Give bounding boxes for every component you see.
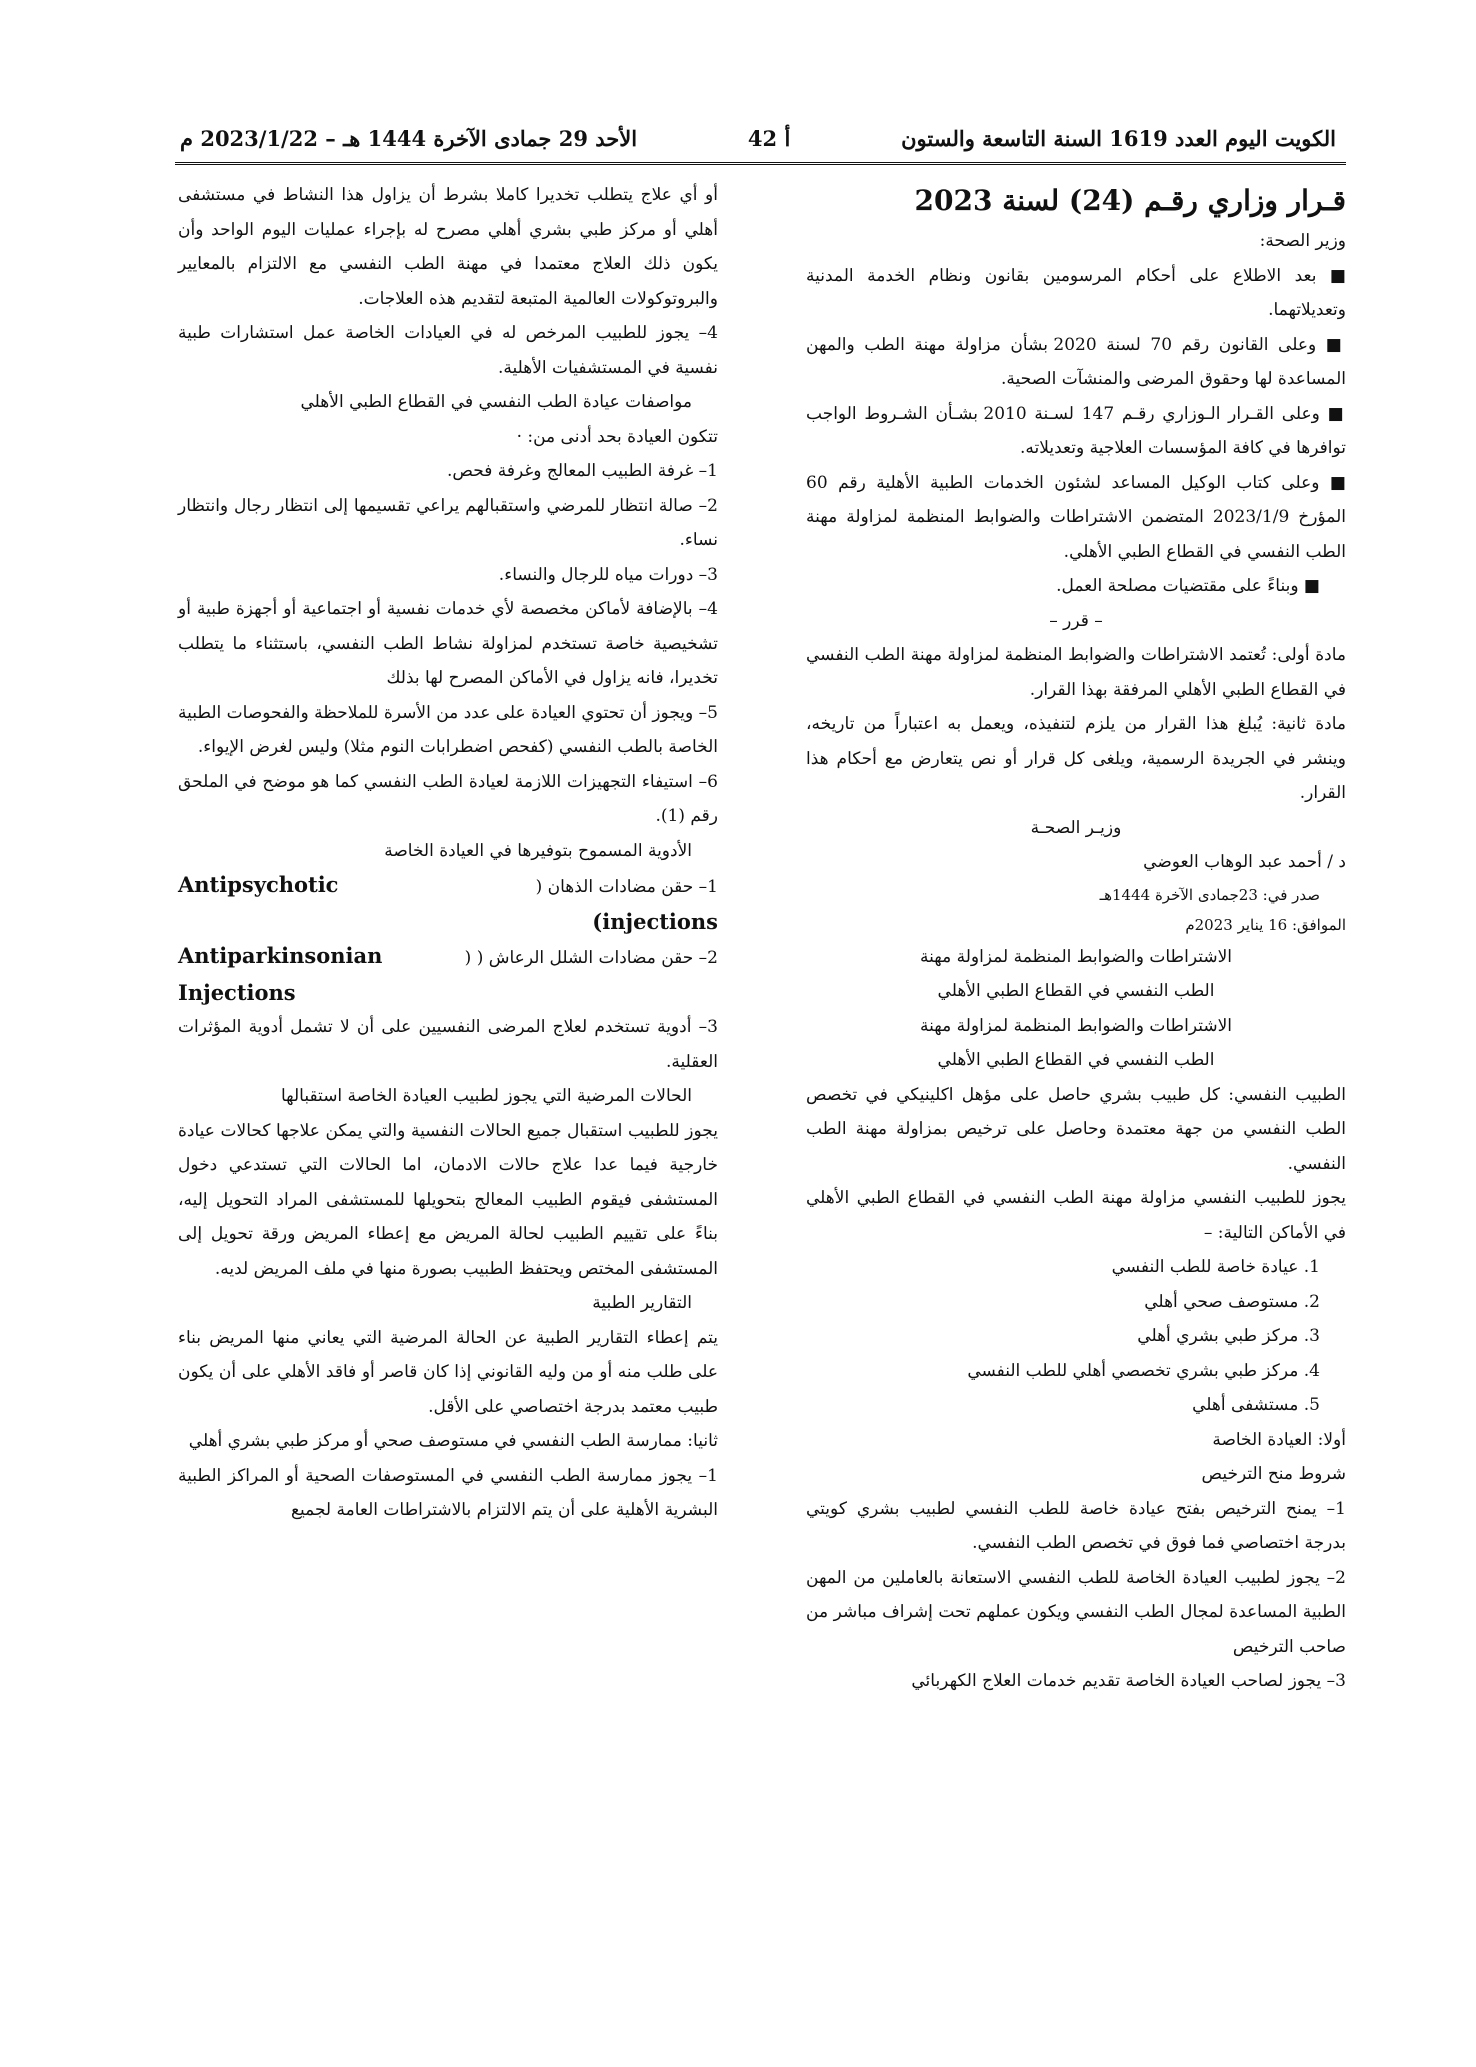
cases-paragraph: يجوز للطبيب استقبال جميع الحالات النفسية والتي يمكن علاجها كحالات عيادة خارجية فيما عدا علاج حالات الادمان، اما الحالات التي تستدعي دخول المستشفى فيقوم الطبيب المعالج بتحويلها للمستشفى المراد التحويل إليه، بناءً على تقييم الطبيب لحالة المريض مع إعطاء المريض ورقة تحويل إلى المستشفى المختص ويحتفظ الطبيب بصورة منها في ملف المريض لديه. xyxy=(178,1120,718,1279)
header-page-number: أ 42 xyxy=(747,125,791,151)
annex-heading-line-4: الطب النفسي في القطاع الطبي الأهلي xyxy=(937,1050,1215,1070)
header-rule xyxy=(175,162,1346,165)
spec-6: 6– استيفاء التجهيزات اللازمة لعيادة الطب النفسي كما هو موضح في الملحق رقم (1). xyxy=(178,771,718,826)
drug-2-arabic: 2– حقن مضادات الشلل الرعاش ( ( xyxy=(464,948,718,968)
preamble-3: ■ وعلى القـرار الـوزاري رقـم 147 لسـنة 2010 بشـأن الشـروط الواجب توافرها في كافة المؤسسات العلاجية وتعديلاته. xyxy=(806,403,1346,458)
condition-3: 3– يجوز لصاحب العيادة الخاصة تقديم خدمات العلاج الكهربائي xyxy=(911,1671,1346,1691)
definition-paragraph: الطبيب النفسي: كل طبيب بشري حاصل على مؤهل اكلينيكي في تخصص الطب النفسي من جهة معتمدة وحاصل على ترخيص بمزاولة مهنة الطب النفسي. xyxy=(806,1084,1346,1174)
minister-label: وزير الصحة: xyxy=(1259,231,1346,251)
section-second-item-1: 1– يجوز ممارسة الطب النفسي في المستوصفات الصحية أو المراكز الطبية البشرية الأهلية على أن يتم الالتزام بالاشتراطات العامة لجميع xyxy=(178,1465,718,1520)
drug-2-english-cont: Injections xyxy=(178,979,296,1005)
place-item: 1. عيادة خاصة للطب النفسي xyxy=(1111,1257,1320,1277)
drug-2-line xyxy=(178,939,718,976)
places-intro: يجوز للطبيب النفسي مزاولة مهنة الطب النفسي في القطاع الطبي الأهلي في الأماكن التالية: – xyxy=(806,1188,1346,1243)
corresponding-date: الموافق: 16 يناير 2023م xyxy=(1185,915,1346,934)
license-conditions-heading: شروط منح الترخيص xyxy=(1201,1464,1346,1484)
signature-name: د / أحمد عبد الوهاب العوضي xyxy=(1143,852,1346,872)
reports-paragraph: يتم إعطاء التقارير الطبية عن الحالة المرضية التي يعاني منها المريض بناء على طلب منه أو من وليه القانوني إذا كان قاصر أو فاقد الأهلي على أن يكون طبيب معتمد بدرجة اختصاصي على الأقل. xyxy=(178,1327,718,1417)
issued-date: صدر في: 23جمادى الآخرة 1444هـ xyxy=(1099,885,1320,904)
spec-1: 1– غرفة الطبيب المعالج وغرفة فحص. xyxy=(447,461,718,481)
condition-2: 2– يجوز لطبيب العيادة الخاصة للطب النفسي الاستعانة بالعاملين من المهن الطبية المساعدة لمجال الطب النفسي ويكون عملهم تحت إشراف مباشر من صاحب الترخيص xyxy=(806,1567,1346,1657)
drug-1-line xyxy=(178,868,718,905)
preamble-2: ■ وعلى القانون رقم 70 لسنة 2020 بشأن مزاولة مهنة الطب والمهن المساعدة لها وحقوق المرضى والمنشآت الصحية. xyxy=(806,334,1346,389)
spec-4: 4– بالإضافة لأماكن مخصصة لأي خدمات نفسية أو اجتماعية أو أجهزة طبية أو تشخيصية خاصة تستخدم لمزاولة نشاط الطب النفسي، باستثناء ما يتطلب تخديرا، فانه يزاول في الأماكن المصرح لها بذلك xyxy=(178,599,718,688)
drugs-heading: الأدوية المسموح بتوفيرها في العيادة الخاصة xyxy=(384,840,692,861)
left-column xyxy=(178,178,718,1528)
condition-4: 4– يجوز للطبيب المرخص له في العيادات الخاصة عمل استشارات طبية نفسية في المستشفيات الأهلية. xyxy=(178,323,718,378)
header-date: الأحد 29 جمادى الآخرة 1444 هـ – 2023/1/22 م xyxy=(180,125,638,151)
decided-label: – قرر – xyxy=(1049,610,1103,631)
drug-2-english: Antiparkinsonian xyxy=(178,943,383,968)
section-second-heading: ثانيا: ممارسة الطب النفسي في مستوصف صحي أو مركز طبي بشري أهلي xyxy=(188,1431,718,1451)
preamble-4: ■ وعلى كتاب الوكيل المساعد لشئون الخدمات الطبية الأهلية رقم 60 المؤرخ 2023/1/9 المتضمن الاشتراطات والضوابط المنظمة لمزاولة مهنة الطب النفسي في القطاع الطبي الأهلي. xyxy=(806,472,1346,562)
signature-title: وزيـر الصحـة xyxy=(1030,817,1122,838)
drug-3: 3– أدوية تستخدم لعلاج المرضى النفسيين على أن لا تشمل أدوية المؤثرات العقلية. xyxy=(178,1017,718,1072)
spec-3: 3– دورات مياه للرجال والنساء. xyxy=(498,564,718,585)
place-item: 2. مستوصف صحي أهلي xyxy=(1144,1291,1320,1312)
article-2: مادة ثانية: يُبلغ هذا القرار من يلزم لتنفيذه، ويعمل به اعتباراً من تاريخه، وينشر في الجريدة الرسمية، ويلغى كل قرار أو نص يتعارض مع أحكام هذا القرار. xyxy=(806,714,1346,803)
specs-intro: تتكون العيادة بحد أدنى من: · xyxy=(516,426,718,447)
decree-title: قـرار وزاري رقـم (24) لسنة 2023 xyxy=(914,184,1346,217)
place-item: 4. مركز طبي بشري تخصصي أهلي للطب النفسي xyxy=(967,1360,1320,1381)
spec-5: 5– ويجوز أن تحتوي العيادة على عدد من الأسرة للملاحظة والفحوصات الطبية الخاصة بالطب النفسي (كفحص اضطرابات النوم مثلا) وليس لغرض الإيواء. xyxy=(178,702,718,757)
place-item: 3. مركز طبي بشري أهلي xyxy=(1137,1326,1320,1346)
preamble-1: ■ بعد الاطلاع على أحكام المرسومين بقانون ونظام الخدمة المدنية وتعديلاتهما. xyxy=(806,265,1346,320)
cases-heading: الحالات المرضية التي يجوز لطبيب العيادة الخاصة استقبالها xyxy=(280,1086,692,1106)
place-item: 5. مستشفى أهلي xyxy=(1192,1395,1320,1415)
spec-2: 2– صالة انتظار للمرضي واستقبالهم يراعي تقسيمها إلى انتظار رجال وانتظار نساء. xyxy=(178,495,718,550)
right-column xyxy=(806,178,1346,1699)
article-1: مادة أولى: تُعتمد الاشتراطات والضوابط المنظمة لمزاولة مهنة الطب النفسي في القطاع الطبي الأهلي المرفقة بهذا القرار. xyxy=(806,645,1346,700)
drug-1-english: Antipsychotic xyxy=(178,872,339,897)
reports-heading: التقارير الطبية xyxy=(592,1293,692,1313)
annex-heading-line-3: الاشتراطات والضوابط المنظمة لمزاولة مهنة xyxy=(919,1015,1232,1036)
specs-heading: مواصفات عيادة الطب النفسي في القطاع الطبي الأهلي xyxy=(300,392,692,412)
drug-1-english-cont: (injections xyxy=(592,908,718,934)
page-header xyxy=(180,118,1336,158)
preamble-5: ■ وبناءً على مقتضيات مصلحة العمل. xyxy=(1056,576,1320,596)
header-issue: الكويت اليوم العدد 1619 السنة التاسعة والستون xyxy=(901,125,1336,151)
drug-1-arabic: 1– حقن مضادات الذهان ( xyxy=(535,877,718,897)
section-first-heading: أولا: العيادة الخاصة xyxy=(1212,1429,1346,1450)
annex-heading-line-1: الاشتراطات والضوابط المنظمة لمزاولة مهنة xyxy=(919,946,1232,967)
condition-1: 1– يمنح الترخيص بفتح عيادة خاصة للطب النفسي لطبيب بشري كويتي بدرجة اختصاصي فما فوق في تخصص الطب النفسي. xyxy=(806,1498,1346,1553)
annex-heading-line-2: الطب النفسي في القطاع الطبي الأهلي xyxy=(937,981,1215,1001)
continued-paragraph: أو أي علاج يتطلب تخديرا كاملا بشرط أن يزاول هذا النشاط في مستشفى أهلي أو مركز طبي بشري أهلي مصرح له بإجراء عمليات اليوم الواحد وأن يكون ذلك العلاج معتمدا في مهنة الطب النفسي مع الالتزام بالمعايير والبروتوكولات العالمية المتبعة لتقديم هذه العلاجات. xyxy=(178,185,718,309)
